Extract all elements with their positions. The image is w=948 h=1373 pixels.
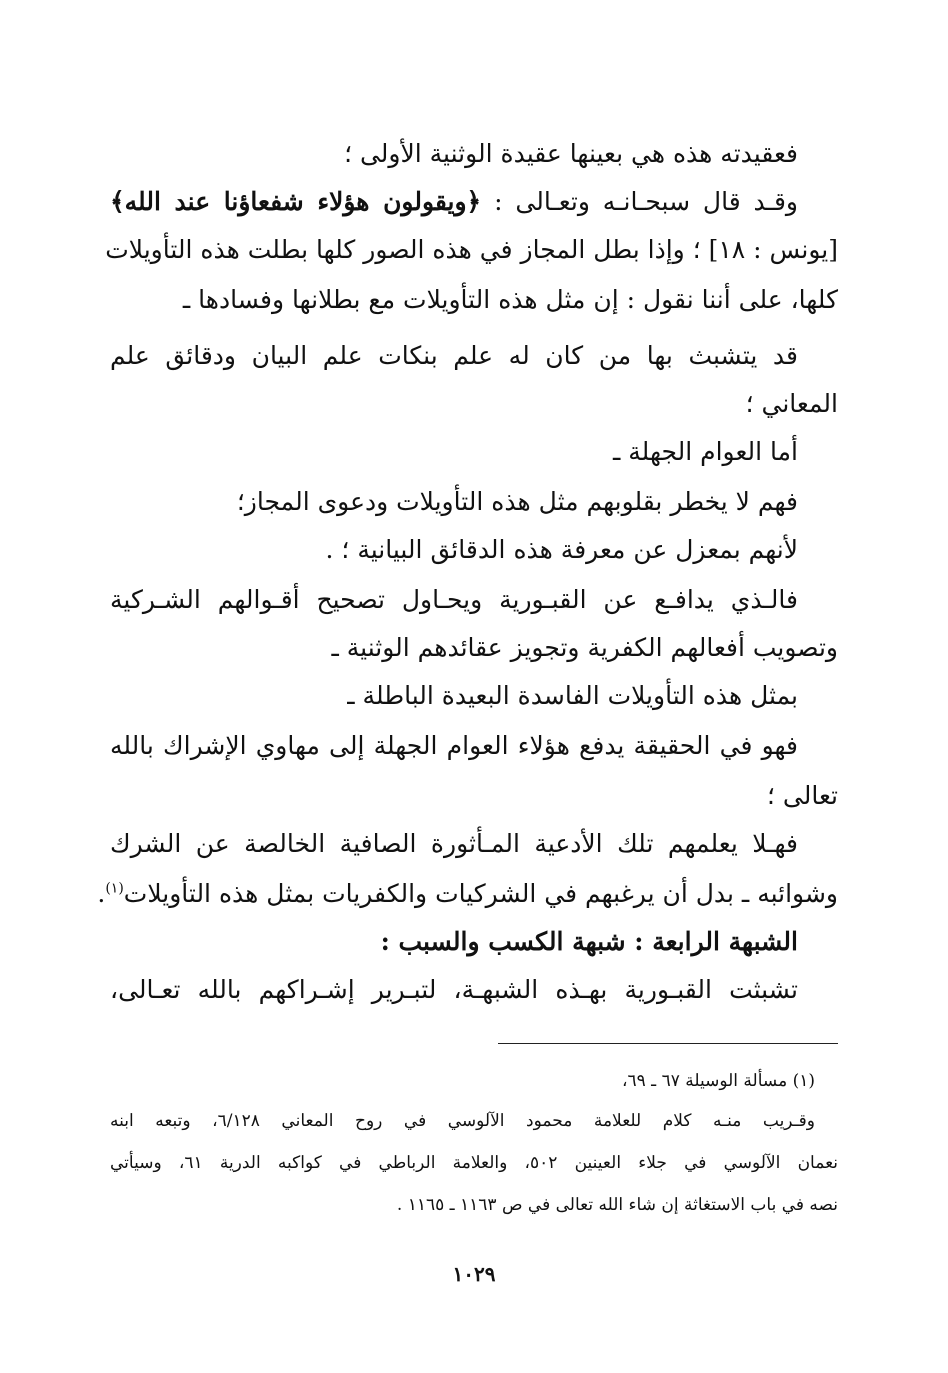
body-line-11: وتصويب أفعالهم الكفرية وتجويز عقائدهم الوثنية ـ	[331, 633, 838, 662]
footnote-divider	[498, 1043, 838, 1044]
quran-quote: ﴿ويقولون هؤلاء شفعاؤنا عند الله﴾	[110, 187, 482, 216]
body-line-3: [يونس : ١٨] ؛ وإذا بطل المجاز في هذه الصور كلها بطلت هذه التأويلات	[105, 235, 838, 264]
body-line-4: كلها، على أننا نقول : إن مثل هذه التأويلات مع بطلانها وفسادها ـ	[182, 285, 838, 314]
footnote-4: نصه في باب الاستغاثة إن شاء الله تعالى في ص ١١٦٣ ـ ١١٦٥ .	[396, 1195, 838, 1215]
page-number: ١٠٢٩	[452, 1262, 496, 1286]
body-line-6: المعاني ؛	[745, 389, 838, 418]
footnote-ref: (١)	[105, 880, 124, 897]
body-line-14: تعالى ؛	[767, 781, 838, 810]
body-line-13: فهو في الحقيقة يدفع هؤلاء العوام الجهلة إلى مهاوي الإشراك بالله	[110, 731, 798, 760]
body-line-17: تشبثت القبـورية بهـذه الشبهـة، لتبـرير إشـراكهم بالله تعـالى،	[110, 975, 798, 1004]
body-line-7: أما العوام الجهلة ـ	[613, 437, 798, 466]
body-line-10: فالـذي يدافـع عن القبـورية ويحـاول تصحيح أقـوالهم الشـركية	[110, 585, 798, 614]
footnote-1: (١) مسألة الوسيلة ٦٧ ـ ٦٩،	[622, 1071, 815, 1091]
footnote-3: نعمان الآلوسي في جلاء العينين ٥٠٢، والعلامة الرباطي في كواكبه الدرية ٦١، وسيأتي	[110, 1153, 838, 1173]
body-line-9: لأنهم بمعزل عن معرفة هذه الدقائق البيانية ؛ .	[325, 535, 798, 564]
body-line-2: وقـد قال سبحـانـه وتعـالى : ﴿ويقولون هؤلاء شفعاؤنا عند الله﴾	[110, 187, 798, 216]
body-line-15: فهـلا يعلمهم تلك الأدعية المـأثورة الصافية الخالصة عن الشرك	[110, 829, 798, 858]
footnote-2: وقـريب منـه كلام للعلامة محمود الآلوسي في روح المعاني ٦/١٢٨، وتبعه ابنه	[110, 1111, 815, 1131]
body-line-16: وشوائبه ـ بدل أن يرغبهم في الشركيات والكفريات بمثل هذه التأويلات$^{(١)}$.	[97, 879, 838, 908]
body-line-8: فهم لا يخطر بقلوبهم مثل هذه التأويلات ودعوى المجاز؛	[236, 487, 798, 516]
body-line-1: فعقيدته هذه هي بعينها عقيدة الوثنية الأولى ؛	[344, 139, 798, 168]
body-line-5: قد يتشبث بها من كان له علم بنكات علم البيان ودقائق علم	[110, 341, 798, 370]
section-heading: الشبهة الرابعة : شبهة الكسب والسبب :	[380, 927, 798, 956]
body-line-12: بمثل هذه التأويلات الفاسدة البعيدة الباطلة ـ	[347, 681, 798, 710]
